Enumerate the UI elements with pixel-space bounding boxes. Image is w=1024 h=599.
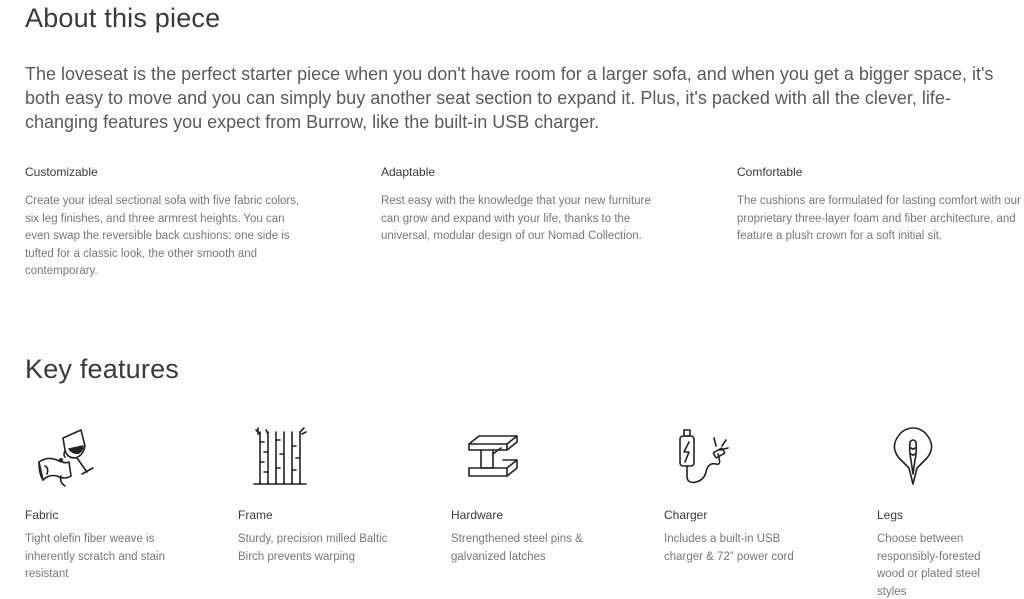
wood-leg-icon [877,424,957,490]
attribute-comfortable [737,164,1022,246]
usb-charger-icon [664,424,744,490]
feature-hardware [451,424,621,563]
attribute-title: Adaptable [381,165,436,179]
attribute-title: Comfortable [737,165,803,179]
feature-text: Choose between responsibly-forested wood or plated steel styles [877,533,981,598]
attribute-adaptable [381,164,666,246]
feature-frame [238,424,408,563]
about-intro-text: The loveseat is the perfect starter piece when you don't have room for a larger sofa, and when you get a bigger space, it's both easy to move and you can simply buy another seat section to expand it. Plus, it's packed with all the clever, life-changing features you expect from Burrow, like the built-in USB charger. [25,64,994,132]
feature-title: Legs [877,508,904,522]
feature-legs [877,424,1017,598]
about-section-title: About this piece [25,3,221,33]
fabric-wine-spill-icon [25,424,105,490]
feature-text: Sturdy, precision milled Baltic Birch prevents warping [238,533,388,563]
attribute-title: Customizable [25,165,98,179]
feature-title: Hardware [451,508,504,522]
birch-frame-icon [238,424,318,490]
attribute-text: The cushions are formulated for lasting comfort with our proprietary three-layer foam and fiber architecture, and feature a plush crown for a soft initial sit. [737,195,1021,242]
feature-charger [664,424,834,563]
feature-text: Tight olefin fiber weave is inherently scratch and stain resistant [25,533,165,580]
feature-text: Strengthened steel pins & galvanized latches [451,533,583,563]
feature-fabric [25,424,195,580]
feature-title: Fabric [25,508,59,522]
attribute-customizable [25,164,310,281]
feature-title: Charger [664,508,708,522]
feature-text: Includes a built-in USB charger & 72” power cord [664,533,794,563]
attribute-text: Create your ideal sectional sofa with five fabric colors, six leg finishes, and three armrest heights. You can even swap the reversible back cushions: one side is tufted for a classic look, the other smooth and contemporary. [25,195,300,277]
feature-title: Frame [238,508,273,522]
attribute-text: Rest easy with the knowledge that your new furniture can grow and expand with your life, thanks to the universal, modular design of our Nomad Collection. [381,195,651,242]
steel-beam-icon [451,424,531,490]
key-features-title: Key features [25,354,179,384]
